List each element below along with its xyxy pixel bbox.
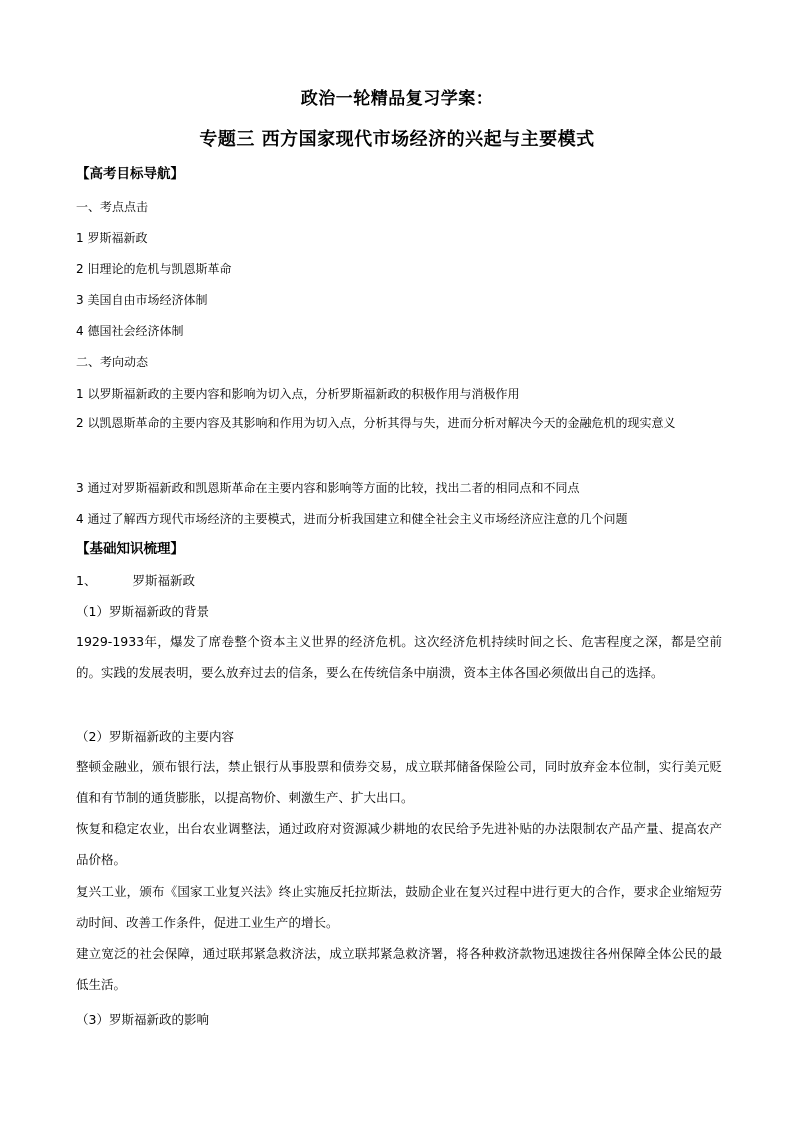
exam-trend-item: 4 通过了解西方现代市场经济的主要模式，进而分析我国建立和健全社会主义市场经济应注意的几个问题 bbox=[76, 512, 628, 526]
document-title: 政治一轮精品复习学案： bbox=[300, 89, 494, 109]
paragraph: 复兴工业，颁布《国家工业复兴法》终止实施反托拉斯法，鼓励企业在复兴过程中进行更大的合作，要求企业缩短劳动时间、改善工作条件，促进工业生产的增长。 bbox=[76, 884, 722, 930]
exam-trend-item: 3 通过对罗斯福新政和凯恩斯革命在主要内容和影响等方面的比较，找出二者的相同点和不同点 bbox=[76, 481, 580, 495]
subheading: （1）罗斯福新政的背景 bbox=[76, 604, 209, 619]
paragraph: 整顿金融业，颁布银行法，禁止银行从事股票和债券交易，成立联邦储备保险公司，同时放弃金本位制，实行美元贬值和有节制的通货膨胀，以提高物价、刺激生产、扩大出口。 bbox=[76, 759, 722, 805]
paragraph: 恢复和稳定农业，出台农业调整法，通过政府对资源减少耕地的农民给予先进补贴的办法限制农产品产量、提高农产品价格。 bbox=[76, 821, 722, 867]
paragraph: 建立宽泛的社会保障，通过联邦紧急救济法，成立联邦紧急救济署，将各种救济款物迅速拨往各州保障全体公民的最低生活。 bbox=[76, 946, 722, 992]
exam-point-item: 1 罗斯福新政 bbox=[76, 231, 148, 245]
document-subtitle: 专题三 西方国家现代市场经济的兴起与主要模式 bbox=[199, 129, 595, 150]
exam-points-heading: 一、考点点击 bbox=[76, 200, 149, 214]
paragraph: 1929-1933年，爆发了席卷整个资本主义世界的经济危机。这次经济危机持续时间之长、危害程度之深，都是空前的。实践的发展表明，要么放弃过去的信条，要么在传统信条中崩溃，资本主体各国必须做出自己的选择。 bbox=[76, 634, 722, 680]
exam-point-item: 2 旧理论的危机与凯恩斯革命 bbox=[76, 262, 232, 276]
item-heading bbox=[76, 572, 195, 590]
item-number: 1、 bbox=[76, 573, 97, 588]
exam-point-item: 3 美国自由市场经济体制 bbox=[76, 293, 208, 307]
item-title: 罗斯福新政 bbox=[132, 573, 195, 588]
exam-trend-item: 1 以罗斯福新政的主要内容和影响为切入点，分析罗斯福新政的积极作用与消极作用 bbox=[76, 387, 520, 401]
subheading: （3）罗斯福新政的影响 bbox=[76, 1012, 209, 1027]
exam-trend-item: 2 以凯恩斯革命的主要内容及其影响和作用为切入点，分析其得与失，进而分析对解决今天的金融危机的现实意义 bbox=[76, 416, 676, 430]
exam-trends-heading: 二、考向动态 bbox=[76, 355, 149, 369]
section-heading-basics: 【基础知识梳理】 bbox=[76, 541, 184, 557]
section-heading-goals: 【高考目标导航】 bbox=[76, 166, 184, 182]
exam-point-item: 4 德国社会经济体制 bbox=[76, 324, 184, 338]
subheading: （2）罗斯福新政的主要内容 bbox=[76, 729, 234, 744]
